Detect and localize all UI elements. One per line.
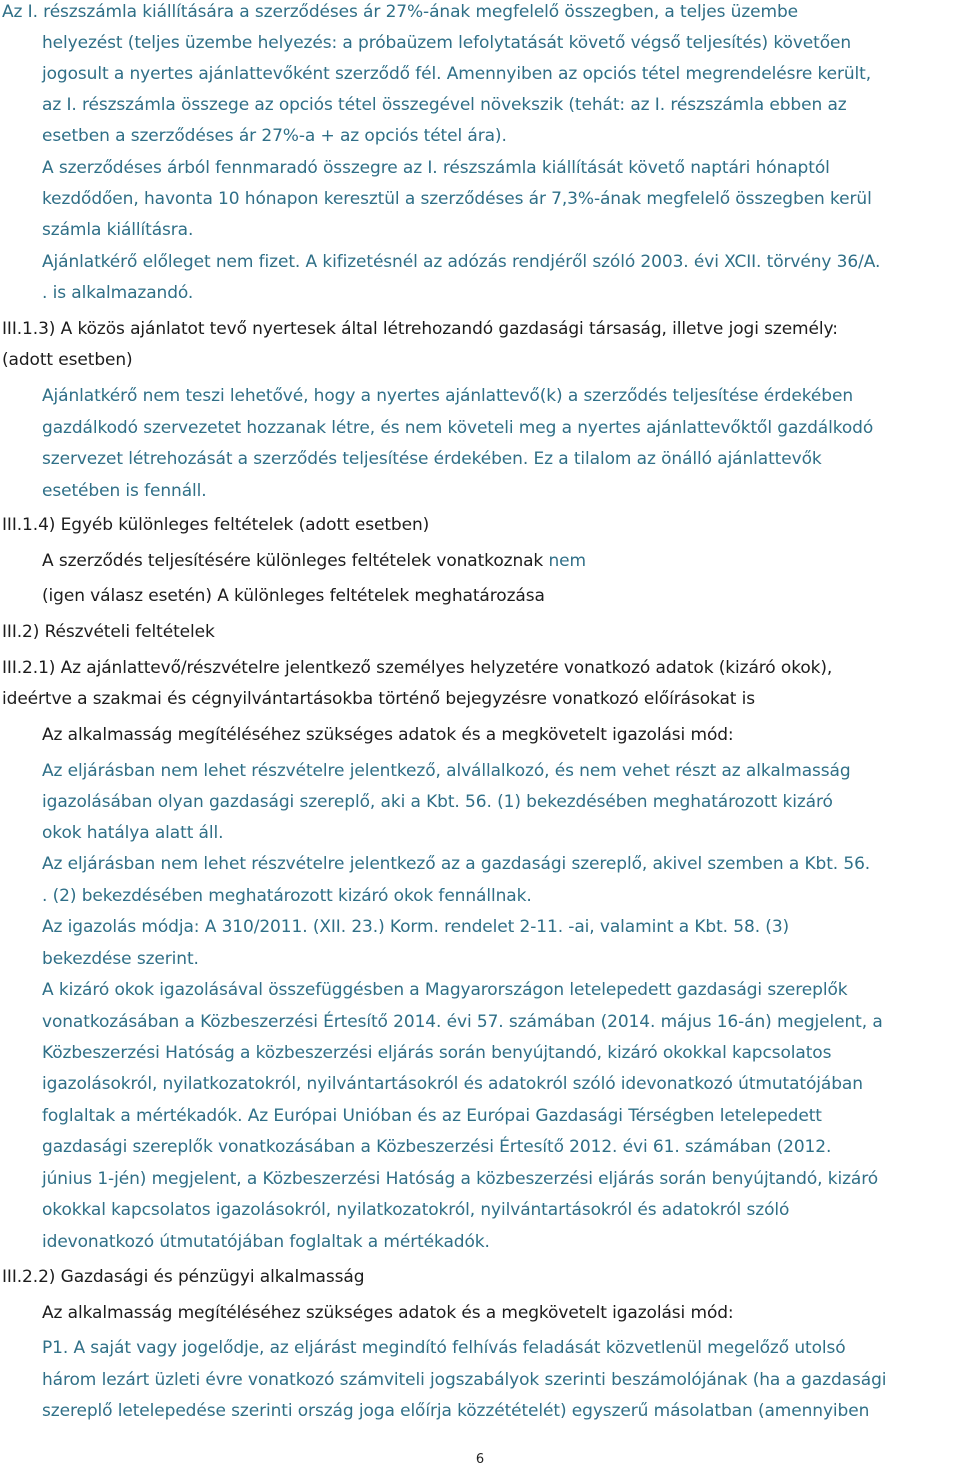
paragraph-line: jogosult a nyertes ajánlattevőként szerződő fél. Amennyiben az opciós tétel megrendelésre került, bbox=[42, 64, 872, 84]
suitability-label: Az alkalmasság megítéléséhez szükséges adatok és a megkövetelt igazolási mód: bbox=[42, 725, 734, 745]
paragraph-line: Közbeszerzési Hatóság a közbeszerzési eljárás során benyújtandó, kizáró okokkal kapcsolatos bbox=[42, 1043, 832, 1063]
paragraph-line: . is alkalmazandó. bbox=[42, 283, 194, 303]
special-conditions-text: A szerződés teljesítésére különleges feltételek vonatkoznak bbox=[42, 551, 544, 571]
paragraph-line: . (2) bekezdésében meghatározott kizáró okok fennállnak. bbox=[42, 886, 532, 906]
special-conditions-line bbox=[42, 550, 586, 572]
paragraph-line: Ajánlatkérő nem teszi lehetővé, hogy a nyertes ajánlattevő(k) a szerződés teljesítése érdekében bbox=[42, 386, 853, 406]
paragraph-line: szervezet létrehozását a szerződés teljesítése érdekében. Ez a tilalom az önálló ajánlattevők bbox=[42, 449, 822, 469]
paragraph-line: esetében is fennáll. bbox=[42, 481, 207, 501]
paragraph-line: három lezárt üzleti évre vonatkozó számviteli jogszabályok szerinti beszámolójának (ha a gazdasági bbox=[42, 1370, 887, 1390]
paragraph-line: gazdasági szereplők vonatkozásában a Közbeszerzési Értesítő 2012. évi 61. számában (2012. bbox=[42, 1137, 832, 1157]
paragraph-line: okokkal kapcsolatos igazolásokról, nyilatkozatokról, nyilvántartásokról és adatokról szóló bbox=[42, 1200, 790, 1220]
paragraph-line: foglaltak a mértékadók. Az Európai Unióban és az Európai Gazdasági Térségben letelepedett bbox=[42, 1106, 822, 1126]
section-heading-3-2-1: III.2.1) Az ajánlattevő/részvételre jelentkező személyes helyzetére vonatkozó adatok (kizáró okok), bbox=[2, 658, 833, 678]
section-heading-3-2-1-cont: ideértve a szakmai és cégnyilvántartásokba történő bejegyzésre vonatkozó előírásokat is bbox=[2, 689, 756, 709]
paragraph-line: kezdődően, havonta 10 hónapon keresztül a szerződéses ár 7,3%-ának megfelelő összegben kerül bbox=[42, 189, 872, 209]
paragraph-line: A kizáró okok igazolásával összefüggésben a Magyarországon letelepedett gazdasági szereplők bbox=[42, 980, 848, 1000]
paragraph-line: okok hatálya alatt áll. bbox=[42, 823, 224, 843]
special-conditions-answer: nem bbox=[548, 551, 586, 571]
paragraph-line: vonatkozásában a Közbeszerzési Értesítő 2014. évi 57. számában (2014. május 16-án) megjelent, a bbox=[42, 1012, 883, 1032]
paragraph-line: Az igazolás módja: A 310/2011. (XII. 23.) Korm. rendelet 2-11. -ai, valamint a Kbt. 58. (3) bbox=[42, 917, 790, 937]
special-conditions-definition: (igen válasz esetén) A különleges feltételek meghatározása bbox=[42, 586, 545, 606]
section-heading-3-1-3-cont: (adott esetben) bbox=[2, 350, 133, 370]
paragraph-line: idevonatkozó útmutatójában foglaltak a mértékadók. bbox=[42, 1232, 490, 1252]
paragraph-line: Az eljárásban nem lehet részvételre jelentkező, alvállalkozó, és nem vehet részt az alkalmasság bbox=[42, 761, 851, 781]
paragraph-line: P1. A saját vagy jogelődje, az eljárást megindító felhívás feladását közvetlenül megelőző utolsó bbox=[42, 1338, 846, 1358]
paragraph-line: A szerződéses árból fennmaradó összegre az I. részszámla kiállítását követő naptári hónaptól bbox=[42, 158, 830, 178]
paragraph-line: bekezdése szerint. bbox=[42, 949, 199, 969]
paragraph-line: Az eljárásban nem lehet részvételre jelentkező az a gazdasági szereplő, akivel szemben a Kbt. 56. bbox=[42, 854, 871, 874]
page-number: 6 bbox=[475, 1452, 485, 1467]
paragraph-line: Ajánlatkérő előleget nem fizet. A kifizetésnél az adózás rendjéről szóló 2003. évi XCII. törvény 36/A. bbox=[42, 252, 881, 272]
paragraph-line: június 1-jén) megjelent, a Közbeszerzési Hatóság a közbeszerzési eljárás során benyújtandó, kizáró bbox=[42, 1169, 879, 1189]
paragraph-line: igazolásokról, nyilatkozatokról, nyilvántartásokról és adatokról szóló idevonatkozó útmutatójában bbox=[42, 1074, 863, 1094]
paragraph-line: igazolásában olyan gazdasági szereplő, aki a Kbt. 56. (1) bekezdésében meghatározott kizáró bbox=[42, 792, 833, 812]
paragraph-line: szereplő letelepedése szerinti ország joga előírja közzétételét) egyszerű másolatban (amennyiben bbox=[42, 1401, 870, 1421]
suitability-label: Az alkalmasság megítéléséhez szükséges adatok és a megkövetelt igazolási mód: bbox=[42, 1303, 734, 1323]
section-heading-3-1-4: III.1.4) Egyéb különleges feltételek (adott esetben) bbox=[2, 515, 430, 535]
section-heading-3-2-2: III.2.2) Gazdasági és pénzügyi alkalmasság bbox=[2, 1267, 365, 1287]
paragraph-line: Az I. részszámla kiállítására a szerződéses ár 27%-ának megfelelő összegben, a teljes üzembe bbox=[2, 2, 799, 22]
paragraph-line: esetben a szerződéses ár 27%-a + az opciós tétel ára). bbox=[42, 126, 507, 146]
section-heading-3-1-3: III.1.3) A közös ajánlatot tevő nyertesek által létrehozandó gazdasági társaság, illetve jogi személy: bbox=[2, 319, 838, 339]
paragraph-line: helyezést (teljes üzembe helyezés: a próbaüzem lefolytatását követő végső teljesítés) követően bbox=[42, 33, 852, 53]
paragraph-line: az I. részszámla összege az opciós tétel összegével növekszik (tehát: az I. részszámla ebben az bbox=[42, 95, 847, 115]
paragraph-line: számla kiállításra. bbox=[42, 220, 194, 240]
paragraph-line: gazdálkodó szervezetet hozzanak létre, és nem követeli meg a nyertes ajánlattevőktől gazdálkodó bbox=[42, 418, 874, 438]
section-heading-3-2: III.2) Részvételi feltételek bbox=[2, 622, 215, 642]
